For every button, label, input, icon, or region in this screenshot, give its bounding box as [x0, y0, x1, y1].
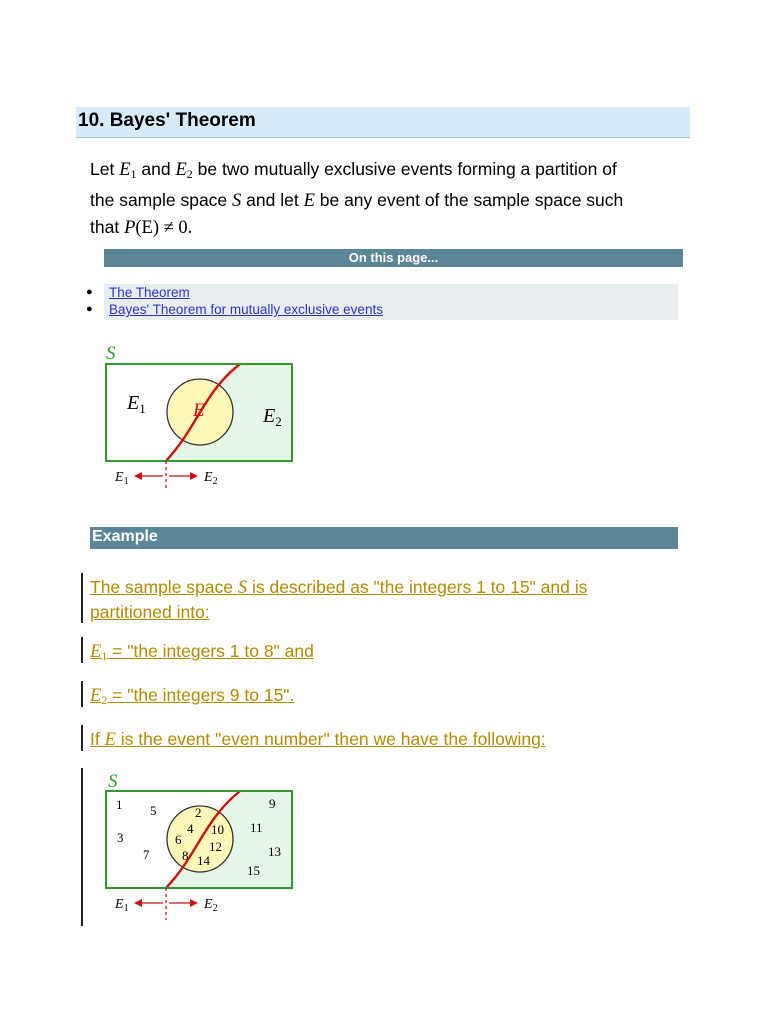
math-e: E [90, 686, 102, 706]
math-e: E [303, 191, 315, 211]
number-label: 7 [143, 847, 150, 862]
venn-diagram-1 [100, 340, 300, 490]
example-text: partitioned into: [90, 602, 210, 622]
left-rule [81, 725, 83, 751]
number-label: 3 [117, 830, 124, 845]
intro-text: that [90, 217, 125, 237]
example-paragraph-1 [90, 575, 690, 624]
example-paragraph-3 [90, 683, 294, 712]
arrow-e2-label: $E_2$ [204, 470, 218, 487]
math-s: S [232, 191, 242, 211]
number-label: 6 [175, 832, 182, 847]
math-sub: 1 [130, 167, 137, 181]
toc-link-mutually-exclusive[interactable]: Bayes' Theorem for mutually exclusive events [109, 302, 383, 317]
example-paragraph-2 [90, 639, 314, 668]
venn-diagram-2 [100, 768, 300, 923]
arrow-e2-label: $E_2$ [204, 897, 218, 914]
page-title: 10. Bayes' Theorem [78, 110, 256, 131]
section-title-bar [76, 107, 690, 138]
number-label: 12 [209, 839, 222, 854]
e-label: E [193, 400, 205, 421]
math-e: E [175, 160, 187, 180]
math-p: P [124, 218, 136, 238]
math-e: E [104, 730, 116, 750]
number-label: 15 [247, 863, 260, 878]
example-text: = "the integers 9 to 15". [107, 685, 295, 705]
bullet-icon: ● [86, 286, 93, 298]
e2-label: $E_2$ [263, 405, 282, 429]
on-this-page-list [86, 284, 678, 320]
example-heading: Example [92, 528, 158, 545]
example-text: is described as "the integers 1 to 15" and is [247, 577, 588, 597]
left-rule [81, 637, 83, 663]
intro-text: and let [241, 190, 304, 210]
left-rule [81, 768, 83, 926]
number-label: 13 [268, 844, 281, 859]
number-label: 5 [150, 803, 157, 818]
left-rule [81, 573, 83, 623]
math-e: E [119, 160, 131, 180]
number-label: 1 [116, 797, 123, 812]
example-text: If [90, 729, 105, 749]
math-e: E [90, 642, 102, 662]
math-sub: 2 [101, 693, 108, 707]
number-label: 9 [269, 796, 276, 811]
example-text: is the event "even number" then we have the following: [115, 729, 546, 749]
intro-text: and [136, 159, 176, 179]
left-rule [81, 681, 83, 707]
toc-item [86, 284, 678, 301]
sample-space-label: S [108, 771, 118, 792]
number-label: 8 [182, 848, 189, 863]
math-sub: 2 [186, 167, 193, 181]
intro-paragraph [90, 156, 690, 241]
sample-space-label: S [106, 343, 116, 364]
arrow-e1-label: $E_1$ [115, 470, 129, 487]
arrow-e1-label: $E_1$ [115, 897, 129, 914]
number-label: 11 [250, 820, 263, 835]
example-text: = "the integers 1 to 8" and [107, 641, 314, 661]
example-paragraph-4 [90, 727, 546, 752]
example-header [90, 527, 678, 549]
math-formula: (E) ≠ 0. [135, 218, 193, 238]
number-label: 10 [211, 822, 224, 837]
intro-text: Let [90, 159, 120, 179]
example-text: The sample space [90, 577, 238, 597]
e1-label: $E_1$ [127, 392, 146, 416]
toc-item [86, 301, 678, 318]
intro-text: the sample space [90, 190, 233, 210]
on-this-page-header: On this page... [104, 249, 683, 267]
math-sub: 1 [101, 649, 108, 663]
bullet-icon: ● [86, 303, 93, 315]
number-label: 4 [187, 821, 194, 836]
number-label: 2 [195, 805, 202, 820]
math-s: S [237, 578, 248, 598]
intro-text: be any event of the sample space such [314, 190, 624, 210]
intro-text: be two mutually exclusive events forming a partition of [192, 159, 617, 179]
number-label: 14 [197, 853, 210, 868]
toc-link-theorem[interactable]: The Theorem [109, 285, 190, 300]
